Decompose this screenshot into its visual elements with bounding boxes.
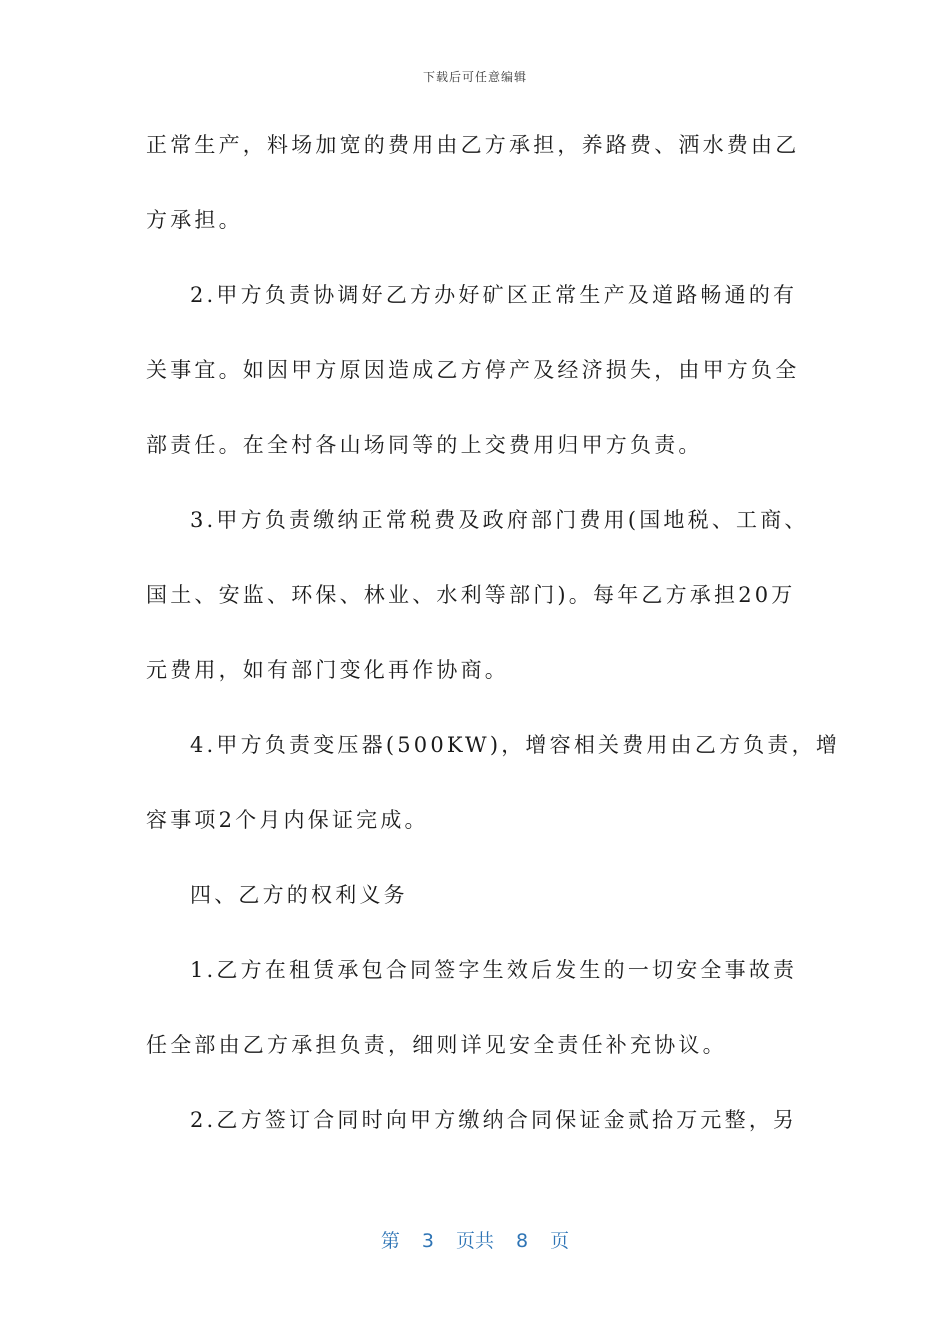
body-line: 元费用，如有部门变化再作协商。	[146, 658, 509, 682]
footer-middle: 页共	[455, 1230, 494, 1252]
footer-current-page: 3	[421, 1230, 434, 1252]
body-line: 部责任。在全村各山场同等的上交费用归甲方负责。	[146, 433, 703, 457]
body-line: 2.甲方负责协调好乙方办好矿区正常生产及道路畅通的有	[190, 283, 798, 307]
page-header: 下载后可任意编辑	[422, 70, 527, 84]
body-line: 2.乙方签订合同时向甲方缴纳合同保证金贰拾万元整，另	[190, 1108, 798, 1132]
body-line: 关事宜。如因甲方原因造成乙方停产及经济损失，由甲方负全	[146, 358, 800, 382]
body-line: 正常生产，料场加宽的费用由乙方承担，养路费、洒水费由乙	[146, 133, 800, 157]
document-body	[146, 108, 841, 1158]
body-line: 1.乙方在租赁承包合同签字生效后发生的一切安全事故责	[190, 958, 798, 982]
body-line: 4.甲方负责变压器(500KW)，增容相关费用由乙方负责，增	[190, 733, 841, 757]
body-line: 国土、安监、环保、林业、水利等部门)。每年乙方承担20万	[146, 583, 796, 607]
footer-suffix: 页	[550, 1230, 570, 1252]
body-line: 任全部由乙方承担负责，细则详见安全责任补充协议。	[146, 1033, 727, 1057]
page-number-footer	[0, 1226, 950, 1253]
section-heading: 四、乙方的权利义务	[190, 883, 408, 907]
body-line: 容事项2个月内保证完成。	[146, 808, 429, 832]
body-line: 方承担。	[146, 208, 243, 232]
footer-total-pages: 8	[516, 1230, 529, 1252]
footer-prefix: 第	[380, 1230, 400, 1252]
body-line: 3.甲方负责缴纳正常税费及政府部门费用(国地税、工商、	[190, 508, 809, 532]
